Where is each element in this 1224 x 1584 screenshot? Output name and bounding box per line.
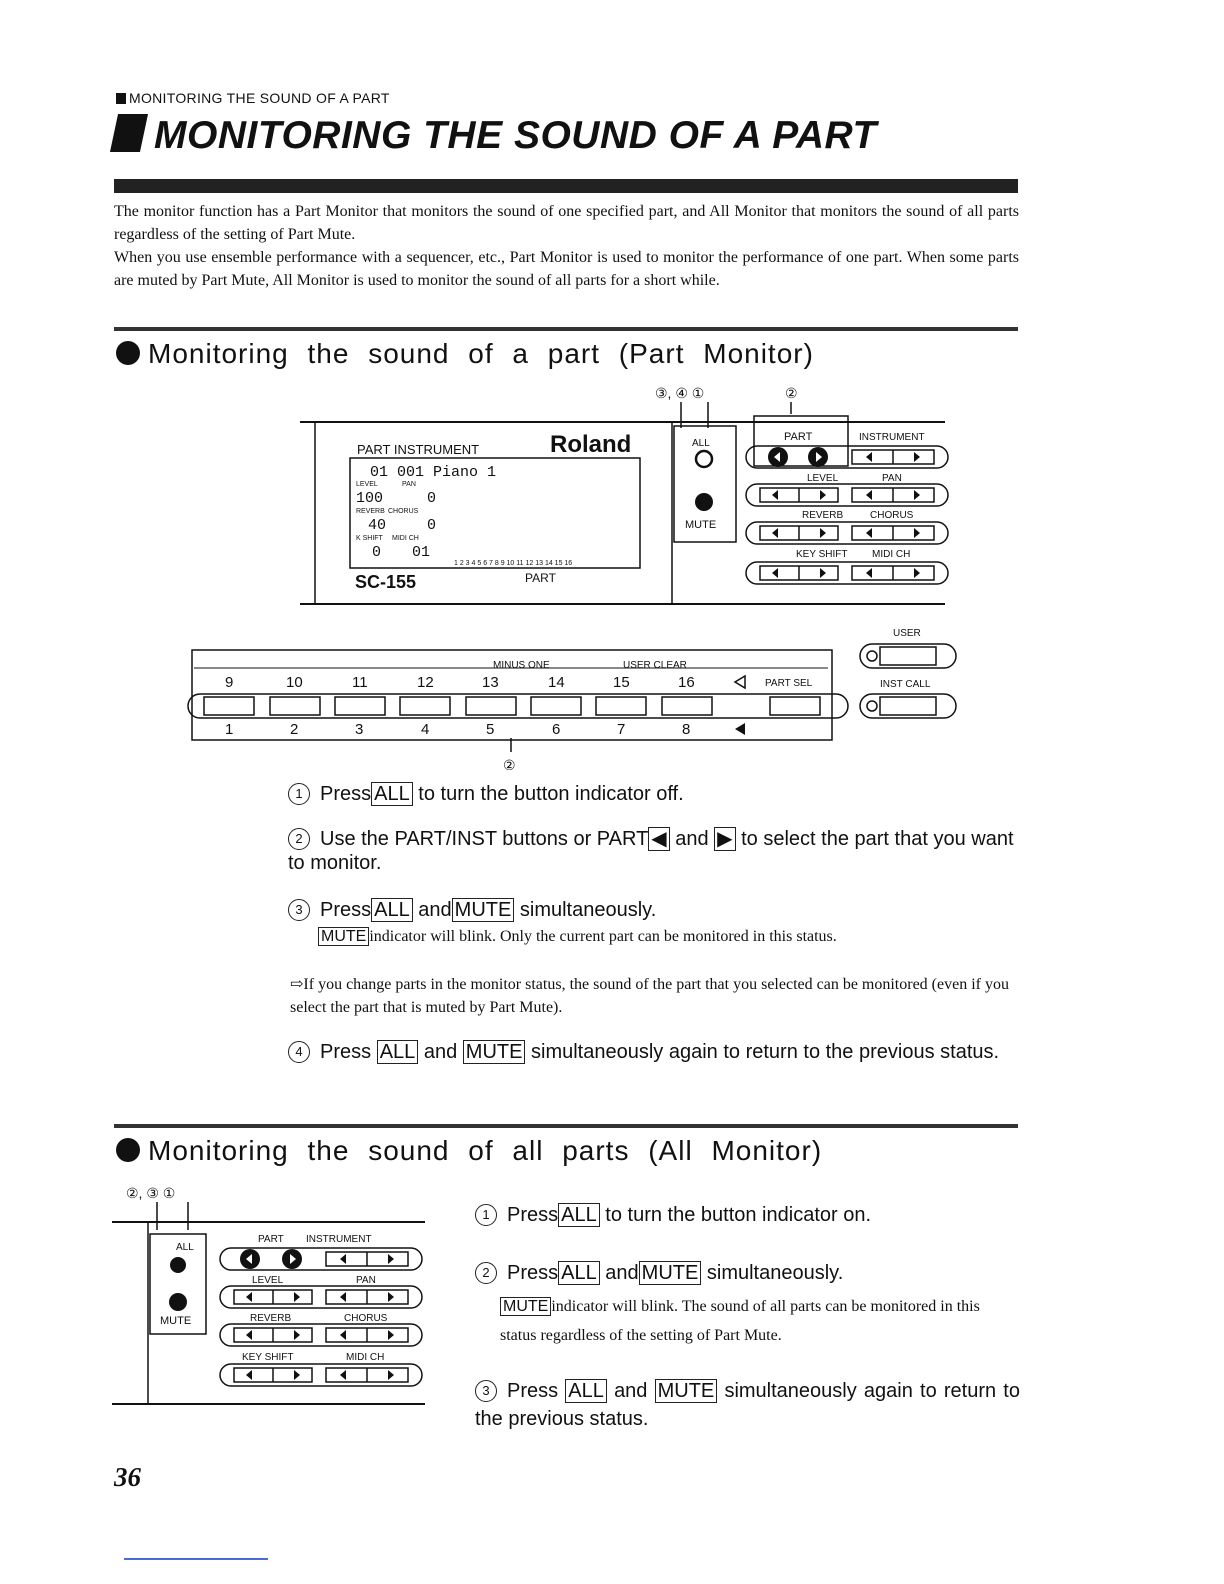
part-label: PART (525, 571, 556, 585)
lcd-value: 0 (427, 517, 437, 534)
part-sel-label: PART SEL (765, 678, 813, 689)
mute-key: MUTE (463, 1040, 526, 1064)
mute-key: MUTE (500, 1297, 551, 1316)
intro-paragraph: The monitor function has a Part Monitor that monitors the sound of one specified part, and All Monitor that monitors the sound of all parts regardless of the setting of Part Mute. (114, 203, 1019, 243)
part-number: 10 (286, 674, 303, 691)
lcd-label: REVERB (356, 508, 385, 515)
inst-call-label: INST CALL (880, 679, 931, 690)
page-title: MONITORING THE SOUND OF A PART (114, 114, 877, 158)
all-key: ALL (558, 1203, 600, 1227)
left-arrow-key-icon: ◀ (648, 827, 669, 851)
mute-key: MUTE (318, 927, 369, 946)
mute-key: MUTE (655, 1379, 718, 1403)
lcd-label: MIDI CH (392, 535, 419, 542)
lcd-value: 01 (412, 544, 431, 561)
all-monitor-panel-diagram (110, 1180, 440, 1415)
all-key: ALL (558, 1261, 600, 1285)
all-key: ALL (371, 782, 413, 806)
lcd-part-numbers: 1 2 3 4 5 6 7 8 9 10 11 12 13 14 15 16 (454, 560, 573, 567)
btn-label: LEVEL (807, 473, 839, 484)
arrow-note: ⇨If you change parts in the monitor status, the sound of the part that you selected can be monitored (even if you select the part that is muted by Part Mute). (290, 976, 1009, 1016)
user-clear-label: USER CLEAR (623, 660, 687, 671)
part-number: 8 (682, 721, 691, 738)
all-key: ALL (371, 898, 413, 922)
part-number: 7 (617, 721, 626, 738)
brand-logo: Roland (550, 431, 632, 458)
btn-label: MIDI CH (872, 549, 911, 560)
callout-section2: ②, ③ ① (126, 1185, 176, 1201)
lcd-value: 0 (372, 544, 382, 561)
step-3: 3 Press ALL and MUTE simultaneously. (288, 898, 656, 922)
btn-label: INSTRUMENT (306, 1234, 372, 1245)
btn-label: PAN (882, 473, 902, 484)
step-1: 1 Press ALL to turn the button indicator off. (288, 782, 684, 806)
step-3-all: 3 Press ALL and MUTE simultaneously again to return to the previous status. (475, 1380, 1020, 1430)
section-heading-all-monitor: Monitoring the sound of all parts (All Monitor) (116, 1135, 822, 1167)
part-number: 9 (225, 674, 234, 691)
lcd-value: 0 (427, 490, 437, 507)
bullet-dot-icon (116, 341, 140, 365)
part-number: 12 (417, 674, 434, 691)
btn-label: PART (258, 1234, 284, 1245)
right-arrow-key-icon: ▶ (714, 827, 735, 851)
arrow-right-icon: ⇨ (290, 976, 304, 993)
mute-label: MUTE (160, 1315, 192, 1327)
step-1-all: 1 Press ALL to turn the button indicator on. (475, 1203, 871, 1227)
part-number: 4 (421, 721, 430, 738)
model-name: SC-155 (355, 572, 417, 592)
lcd-value: 100 (356, 490, 384, 507)
mute-indicator-icon (169, 1293, 187, 1311)
sc155-panel-diagram (180, 380, 980, 770)
part-number: 5 (486, 721, 495, 738)
btn-label: PAN (356, 1275, 376, 1286)
part-number: 15 (613, 674, 630, 691)
callout-top-left: ③, ④ ① (655, 385, 705, 401)
all-key: ALL (377, 1040, 419, 1064)
btn-label: REVERB (802, 510, 844, 521)
running-header: MONITORING THE SOUND OF A PART (116, 90, 390, 106)
part-number: 13 (482, 674, 499, 691)
section-rule (114, 1124, 1018, 1128)
lcd-header: PART INSTRUMENT (357, 442, 480, 457)
title-square-icon (110, 114, 148, 152)
all-indicator-on-icon (170, 1257, 186, 1273)
part-number: 11 (352, 674, 368, 691)
step-2: 2 Use the PART/INST buttons or PART ◀ and ▶ to select the part that you want to monitor. (288, 828, 1014, 874)
lcd-label: PAN (402, 481, 416, 488)
btn-label: REVERB (250, 1313, 292, 1324)
btn-label: KEY SHIFT (796, 549, 848, 560)
all-key: ALL (565, 1379, 607, 1403)
btn-label: MIDI CH (346, 1352, 385, 1363)
section-rule (114, 327, 1018, 331)
callout-top-right: ② (785, 385, 798, 401)
btn-label: LEVEL (252, 1275, 284, 1286)
step-3-note: MUTE indicator will blink. Only the current part can be monitored in this status. (318, 925, 1018, 948)
callout-bottom: ② (503, 757, 516, 770)
section-heading-part-monitor: Monitoring the sound of a part (Part Monitor) (116, 338, 814, 370)
step-2-all-note: MUTE indicator will blink. The sound of all parts can be monitored in this status regardless of the setting of Part Mute. (500, 1298, 980, 1344)
step-2-all: 2 Press ALL and MUTE simultaneously. (475, 1261, 843, 1285)
part-number: 1 (225, 721, 234, 738)
lcd-label: LEVEL (356, 481, 378, 488)
intro-paragraph: When you use ensemble performance with a sequencer, etc., Part Monitor is used to monitor the performance of one part. When some parts are muted by Part Mute, All Monitor is used to monitor the sound of all parts for a short while. (114, 249, 1019, 289)
part-number: 16 (678, 674, 695, 691)
bullet-square-icon (116, 93, 126, 104)
title-rule (114, 179, 1018, 193)
lcd-line1: 01 001 Piano 1 (370, 464, 497, 481)
all-label: ALL (692, 438, 710, 449)
step-4: 4 Press ALL and MUTE simultaneously again to return to the previous status. (288, 1040, 1020, 1064)
user-label: USER (893, 628, 921, 639)
all-label: ALL (176, 1242, 194, 1253)
btn-label: INSTRUMENT (859, 432, 925, 443)
lcd-label: K SHIFT (356, 535, 383, 542)
intro-text (114, 200, 1019, 292)
btn-label: CHORUS (870, 510, 914, 521)
mute-indicator-icon (695, 493, 713, 511)
btn-label: CHORUS (344, 1313, 388, 1324)
part-number: 2 (290, 721, 299, 738)
part-number: 6 (552, 721, 561, 738)
part-number: 3 (355, 721, 364, 738)
footer-line (124, 1558, 268, 1560)
bullet-dot-icon (116, 1138, 140, 1162)
btn-label: KEY SHIFT (242, 1352, 294, 1363)
lcd-label: CHORUS (388, 508, 419, 515)
mute-label: MUTE (685, 519, 717, 531)
mute-key: MUTE (452, 898, 515, 922)
part-number: 14 (548, 674, 565, 691)
all-indicator-icon (696, 451, 712, 467)
minus-one-label: MINUS ONE (493, 660, 550, 671)
mute-key: MUTE (639, 1261, 702, 1285)
btn-label: PART (784, 431, 813, 443)
lcd-value: 40 (368, 517, 387, 534)
page-number: 36 (114, 1462, 141, 1492)
